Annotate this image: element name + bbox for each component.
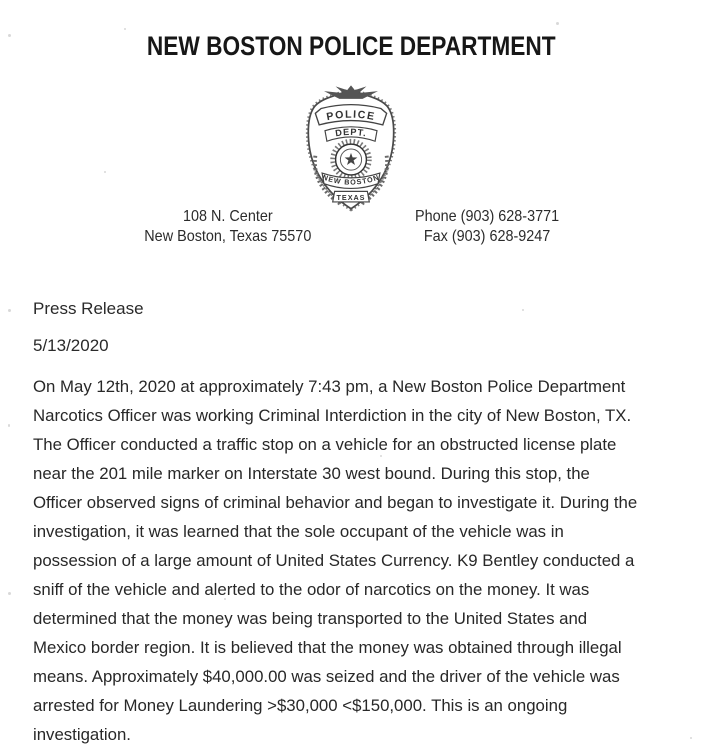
release-date: 5/13/2020 [33, 336, 109, 355]
badge-ribbon-new-boston-label: NEW BOSTON [321, 172, 381, 187]
body-line: determined that the money was being transported to the United States and [33, 609, 588, 628]
badge-banner-texas-label: TEXAS [336, 193, 366, 203]
release-content [33, 299, 682, 749]
scan-speckle [8, 424, 10, 427]
badge-banner-dept-label: DEPT. [334, 126, 368, 139]
address-block [144, 207, 311, 247]
address-line-2: New Boston, Texas 75570 [144, 228, 312, 245]
document-header [0, 31, 702, 62]
body-line: means. Approximately $40,000.00 was seized and the driver of the vehicle was [33, 667, 620, 686]
scan-speckle [8, 309, 11, 312]
body-line: investigation, it was learned that the sole occupant of the vehicle was in [33, 522, 564, 541]
contact-info [0, 207, 702, 247]
scan-speckle [556, 22, 559, 25]
body-line: arrested for Money Laundering >$30,000 <$150,000. This is an ongoing [33, 696, 568, 715]
press-release-body [33, 372, 682, 749]
phone-line: Phone (903) 628-3771 [414, 208, 559, 225]
scan-speckle [8, 592, 11, 595]
body-line: possession of a large amount of United States Currency. K9 Bentley conducted a [33, 551, 635, 570]
body-line: Narcotics Officer was working Criminal Interdiction in the city of New Boston, TX. [33, 406, 632, 425]
page-title: NEW BOSTON POLICE DEPARTMENT [146, 31, 556, 61]
scan-speckle [124, 28, 126, 30]
body-line: Mexico border region. It is believed that the money was obtained through illegal [33, 638, 622, 657]
svg-text:DEPT. [335, 127, 368, 139]
badge-container [0, 83, 702, 213]
badge-banner-police-label: POLICE [325, 108, 377, 124]
fax-line: Fax (903) 628-9247 [423, 228, 551, 245]
body-line: sniff of the vehicle and alerted to the odor of narcotics on the money. It was [33, 580, 590, 599]
phone-block [415, 207, 559, 247]
body-line: investigation. [33, 725, 131, 744]
press-release-label: Press Release [33, 299, 144, 318]
scan-speckle [690, 737, 692, 739]
body-line: near the 201 mile marker on Interstate 30 west bound. During this stop, the [33, 464, 590, 483]
body-line: Officer observed signs of criminal behavior and began to investigate it. During the [33, 493, 638, 512]
body-line: On May 12th, 2020 at approximately 7:43 pm, a New Boston Police Department [33, 377, 626, 396]
police-badge-logo [298, 83, 404, 213]
address-line-1: 108 N. Center [183, 208, 273, 225]
body-line: The Officer conducted a traffic stop on a vehicle for an obstructed license plate [33, 435, 617, 454]
